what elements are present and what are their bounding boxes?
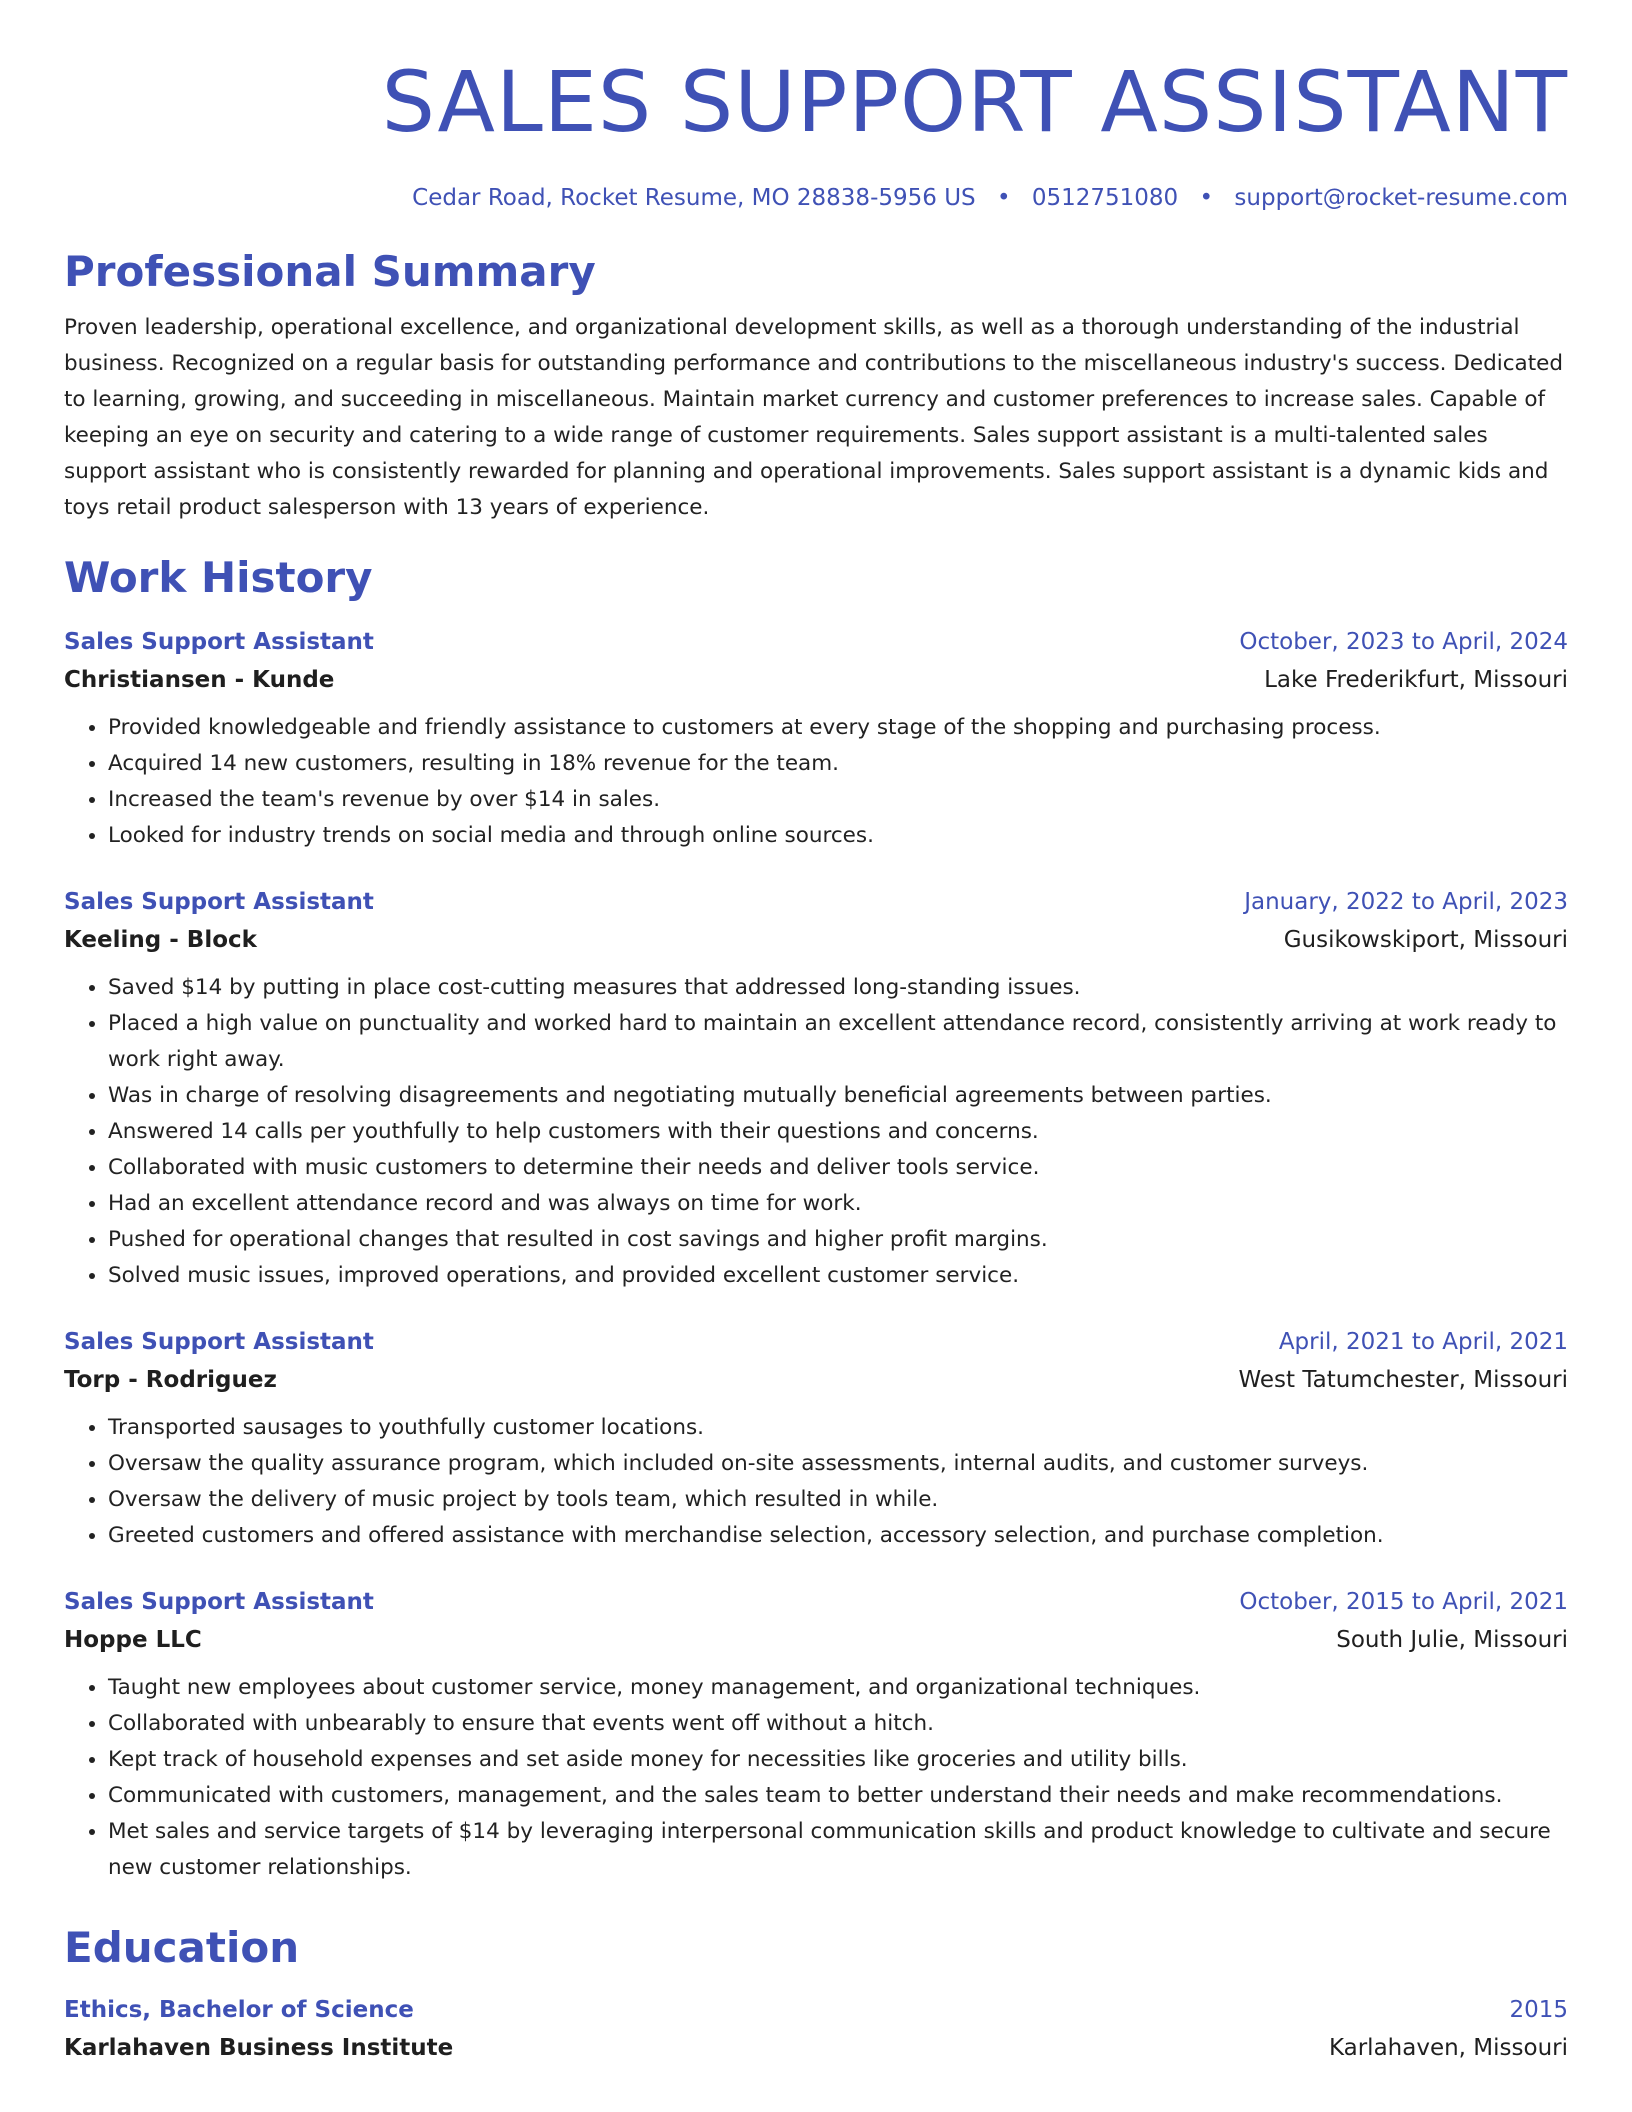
job-bullet: • Communicated with customers, management, and the sales team to better understand their needs and make recommendations. — [108, 1778, 1568, 1814]
job-bullet: • Increased the team's revenue by over $14 in sales. — [108, 782, 1568, 818]
summary-text: Proven leadership, operational excellence, and organizational development skills, as well as a thorough understanding of the industrial business. Recognized on a regular basis for outstanding performance and contributions to the miscellaneous industry's success. Dedicated to learning, growing, and succeeding in miscellaneous. Maintain market currency and customer preferences to increase sales. Capable of keeping an eye on security and catering to a wide range of customer requirements. Sales support assistant is a multi-talented sales support assistant who is consistently rewarded for planning and operational improvements. Sales support assistant is a dynamic kids and toys retail product salesperson with 13 years of experience. — [64, 315, 1564, 520]
job-bullet-list — [64, 710, 1568, 854]
job-bullet: • Oversaw the delivery of music project by tools team, which resulted in while. — [108, 1482, 1568, 1518]
job-entry — [64, 1324, 1568, 1554]
job-bullet: • Collaborated with unbearably to ensure that events went off without a hitch. — [108, 1706, 1568, 1742]
job-bullet: • Oversaw the quality assurance program, which included on-site assessments, internal audits, and customer surveys. — [108, 1446, 1568, 1482]
job-company-row — [64, 660, 1568, 700]
job-title-row — [64, 624, 1568, 660]
job-entry — [64, 624, 1568, 854]
job-title: Sales Support Assistant — [64, 1589, 374, 1615]
job-entry — [64, 884, 1568, 1294]
job-company-row — [64, 920, 1568, 960]
job-bullet: • Solved music issues, improved operations, and provided excellent customer service. — [108, 1258, 1568, 1294]
job-company: Torp - Rodriguez — [64, 1367, 277, 1393]
education-degree-row — [64, 1992, 1568, 2028]
job-title-row — [64, 1324, 1568, 1360]
job-dates: April, 2021 to April, 2021 — [1278, 1329, 1568, 1355]
job-title: Sales Support Assistant — [64, 1329, 374, 1355]
contact-email: support@rocket-resume.com — [1234, 185, 1568, 211]
education-heading: Education — [64, 1923, 300, 1972]
job-location: Gusikowskiport, Missouri — [1283, 927, 1568, 953]
job-dates: January, 2022 to April, 2023 — [1244, 889, 1568, 915]
job-location: Lake Frederikfurt, Missouri — [1264, 667, 1568, 693]
contact-phone: 0512751080 — [1031, 185, 1179, 211]
job-company: Hoppe LLC — [64, 1627, 202, 1653]
job-company: Christiansen - Kunde — [64, 667, 335, 693]
job-bullet: • Greeted customers and offered assistance with merchandise selection, accessory selection, and purchase completion. — [108, 1518, 1568, 1554]
job-list — [64, 624, 1568, 1886]
work-history-heading: Work History — [64, 553, 373, 602]
job-bullet: • Kept track of household expenses and set aside money for necessities like groceries and utility bills. — [108, 1742, 1568, 1778]
education-school-row — [64, 2028, 1568, 2068]
job-company-row — [64, 1620, 1568, 1660]
education-location: Karlahaven, Missouri — [1328, 2035, 1568, 2061]
resume-page — [64, 0, 1568, 2068]
job-bullet-list — [64, 970, 1568, 1294]
job-bullet: • Answered 14 calls per youthfully to help customers with their questions and concerns. — [108, 1114, 1568, 1150]
job-title: Sales Support Assistant — [64, 629, 374, 655]
job-bullet: • Saved $14 by putting in place cost-cutting measures that addressed long-standing issues. — [108, 970, 1568, 1006]
job-dates: October, 2015 to April, 2021 — [1239, 1589, 1568, 1615]
summary-heading: Professional Summary — [64, 247, 596, 296]
job-title: Sales Support Assistant — [64, 889, 374, 915]
job-bullet: • Pushed for operational changes that resulted in cost savings and higher profit margins. — [108, 1222, 1568, 1258]
job-bullet: • Met sales and service targets of $14 by leveraging interpersonal communication skills and product knowledge to cultivate and secure new customer relationships. — [108, 1814, 1568, 1886]
education-list — [64, 1992, 1568, 2068]
job-bullet: • Transported sausages to youthfully customer locations. — [108, 1410, 1568, 1446]
job-location: South Julie, Missouri — [1336, 1627, 1568, 1653]
education-year: 2015 — [1509, 1997, 1568, 2023]
contact-line — [64, 180, 1568, 216]
job-bullet: • Acquired 14 new customers, resulting in 18% revenue for the team. — [108, 746, 1568, 782]
job-bullet: • Collaborated with music customers to determine their needs and deliver tools service. — [108, 1150, 1568, 1186]
job-bullet-list — [64, 1410, 1568, 1554]
education-degree: Ethics, Bachelor of Science — [64, 1997, 414, 2023]
education-entry — [64, 1992, 1568, 2068]
job-bullet: • Was in charge of resolving disagreements and negotiating mutually beneficial agreements between parties. — [108, 1078, 1568, 1114]
job-bullet-list — [64, 1670, 1568, 1886]
job-company: Keeling - Block — [64, 927, 257, 953]
job-company-row — [64, 1360, 1568, 1400]
job-title-row — [64, 1584, 1568, 1620]
job-bullet: • Looked for industry trends on social media and through online sources. — [108, 818, 1568, 854]
job-bullet: • Taught new employees about customer service, money management, and organizational techniques. — [108, 1670, 1568, 1706]
job-entry — [64, 1584, 1568, 1886]
job-bullet: • Had an excellent attendance record and was always on time for work. — [108, 1186, 1568, 1222]
contact-separator: • — [1199, 185, 1214, 211]
job-title-row — [64, 884, 1568, 920]
contact-separator: • — [996, 185, 1011, 211]
job-location: West Tatumchester, Missouri — [1238, 1367, 1568, 1393]
contact-address: Cedar Road, Rocket Resume, MO 28838-5956 US — [412, 185, 976, 211]
education-school: Karlahaven Business Institute — [64, 2035, 454, 2061]
job-dates: October, 2023 to April, 2024 — [1239, 629, 1568, 655]
resume-name: SALES SUPPORT ASSISTANT — [381, 53, 1568, 151]
job-bullet: • Placed a high value on punctuality and worked hard to maintain an excellent attendance record, consistently arriving at work ready to work right away. — [108, 1006, 1568, 1078]
job-bullet: • Provided knowledgeable and friendly assistance to customers at every stage of the shopping and purchasing process. — [108, 710, 1568, 746]
